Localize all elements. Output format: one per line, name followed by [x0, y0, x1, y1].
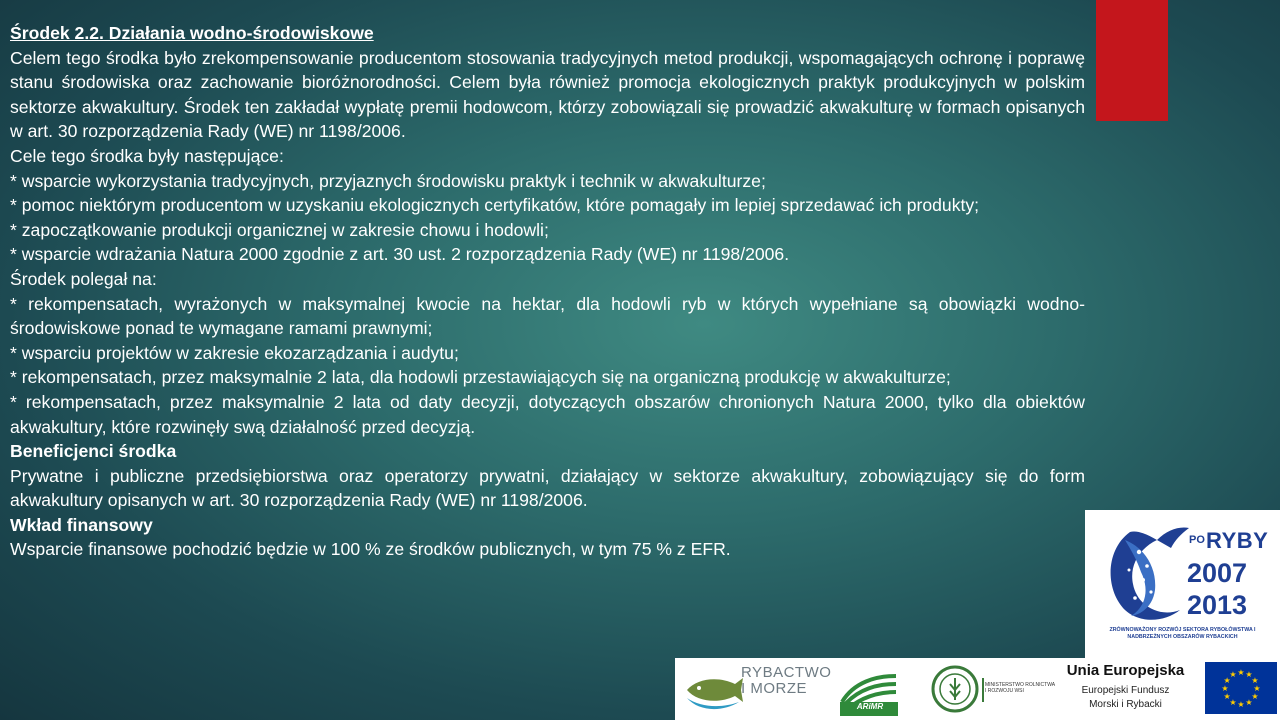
eu-star: ★: [1245, 670, 1253, 680]
goal-item: * pomoc niektórym producentom w uzyskaniu ekologicznych certyfikatów, które pomagały im lepiej sprzedawać ich produkty;: [10, 195, 980, 216]
eu-star: ★: [1237, 668, 1245, 677]
poryby-year-start: 2007: [1187, 558, 1248, 588]
poryby-ryby-text: RYBY: [1206, 528, 1269, 553]
eu-flag-icon: [1205, 662, 1277, 714]
finance-heading: Wkład finansowy: [10, 514, 153, 535]
finance-text: Wsparcie finansowe pochodzić będzie w 100 % ze środków publicznych, w tym 75 % z EFR.: [10, 539, 731, 560]
measure-item: * rekompensatach, przez maksymalnie 2 lata, dla hodowli przestawiających się na organiczną produkcję w akwakulturze;: [10, 367, 951, 388]
measure-item: * wsparciu projektów w zakresie ekozarządzania i audytu;: [10, 342, 459, 363]
eu-fund-line2: Morski i Rybacki: [1089, 699, 1162, 710]
paragraph-measure-heading: Środek polegał na:: [10, 268, 157, 289]
eu-fund-line1: Europejski Fundusz: [1081, 685, 1170, 696]
measure-item: * rekompensatach, przez maksymalnie 2 lata od daty decyzji, dotyczących obszarów chronionych Natura 2000, tylko dla obiektów akwakultury, które rozwinęły swą działalność przed decyzją.: [10, 391, 1085, 437]
arimr-label: ARiMR: [856, 702, 884, 711]
poryby-year-end: 2013: [1187, 590, 1248, 620]
slide-text-body: [10, 21, 1085, 562]
eu-star: ★: [1229, 670, 1237, 680]
goal-item: * wsparcie wdrażania Natura 2000 zgodnie z art. 30 ust. 2 rozporządzenia Rady (WE) nr 1198/2006.: [10, 244, 790, 265]
eu-star: ★: [1229, 697, 1237, 707]
eu-star: ★: [1253, 684, 1261, 693]
po-ryby-logo: [1085, 510, 1280, 658]
eu-star: ★: [1223, 676, 1231, 685]
slide-title: Środek 2.2. Działania wodno-środowiskowe: [10, 23, 374, 43]
eu-star: ★: [1223, 692, 1231, 701]
eu-star: ★: [1221, 684, 1229, 693]
eu-star: ★: [1251, 692, 1259, 701]
red-bookmark-decoration: [1096, 0, 1168, 121]
beneficiaries-text: Prywatne i publiczne przedsiębiorstwa oraz operatorzy prywatni, działający w sektorze akwakultury, zobowiązujący się do form akwakultury opisanych w art. 30 rozporządzenia Rady (WE) nr 1198/2006.: [10, 465, 1085, 511]
rybactwo-line1: RYBACTWO: [741, 664, 832, 681]
poryby-po-text: PO: [1189, 534, 1205, 546]
poryby-subtitle: ZRÓWNOWAŻONY ROZWÓJ SEKTORA RYBOŁÓWSTWA I NADBRZEŻNYCH OBSZARÓW RYBACKICH: [1109, 627, 1256, 640]
rybactwo-logo: [741, 665, 831, 697]
rybactwo-line2: I MORZE: [741, 680, 807, 697]
eu-star: ★: [1245, 697, 1253, 707]
goal-item: * wsparcie wykorzystania tradycyjnych, przyjaznych środowisku praktyk i technik w akwakulturze;: [10, 170, 766, 191]
eu-star: ★: [1251, 676, 1259, 685]
goal-item: * zapoczątkowanie produkcji organicznej w zakresie chowu i hodowli;: [10, 219, 549, 240]
eu-title: Unia Europejska: [1066, 662, 1185, 679]
ministry-label: MINISTERSTWO ROLNICTWA I ROZWOJU WSI: [985, 682, 1055, 694]
measure-item: * rekompensatach, wyrażonych w maksymalnej kwocie na hektar, dla hodowli ryb w których wypełniane są obowiązki wodno-środowiskowe ponad te wymagane ramami prawnymi;: [10, 293, 1085, 339]
sponsor-logo-strip: [675, 658, 1280, 720]
paragraph-intro: Celem tego środka było zrekompensowanie producentom stosowania tradycyjnych metod produkcji, wspomagających ochronę i poprawę stanu środowiska oraz zachowanie bioróżnorodności. Celem była również promocja ekologicznych praktyk produkcyjnych w polskim sektorze akwakultury. Środek ten zakładał wypłatę premii hodowcom, którzy zobowiązali się prowadzić akwakulturę w formach opisanych w art. 30 rozporządzenia Rady (WE) nr 1198/2006.: [10, 47, 1085, 142]
beneficiaries-heading: Beneficjenci środka: [10, 441, 177, 462]
eu-stars-icon: [1205, 662, 1277, 714]
paragraph-goals-heading: Cele tego środka były następujące:: [10, 145, 284, 166]
eu-star: ★: [1237, 700, 1245, 709]
